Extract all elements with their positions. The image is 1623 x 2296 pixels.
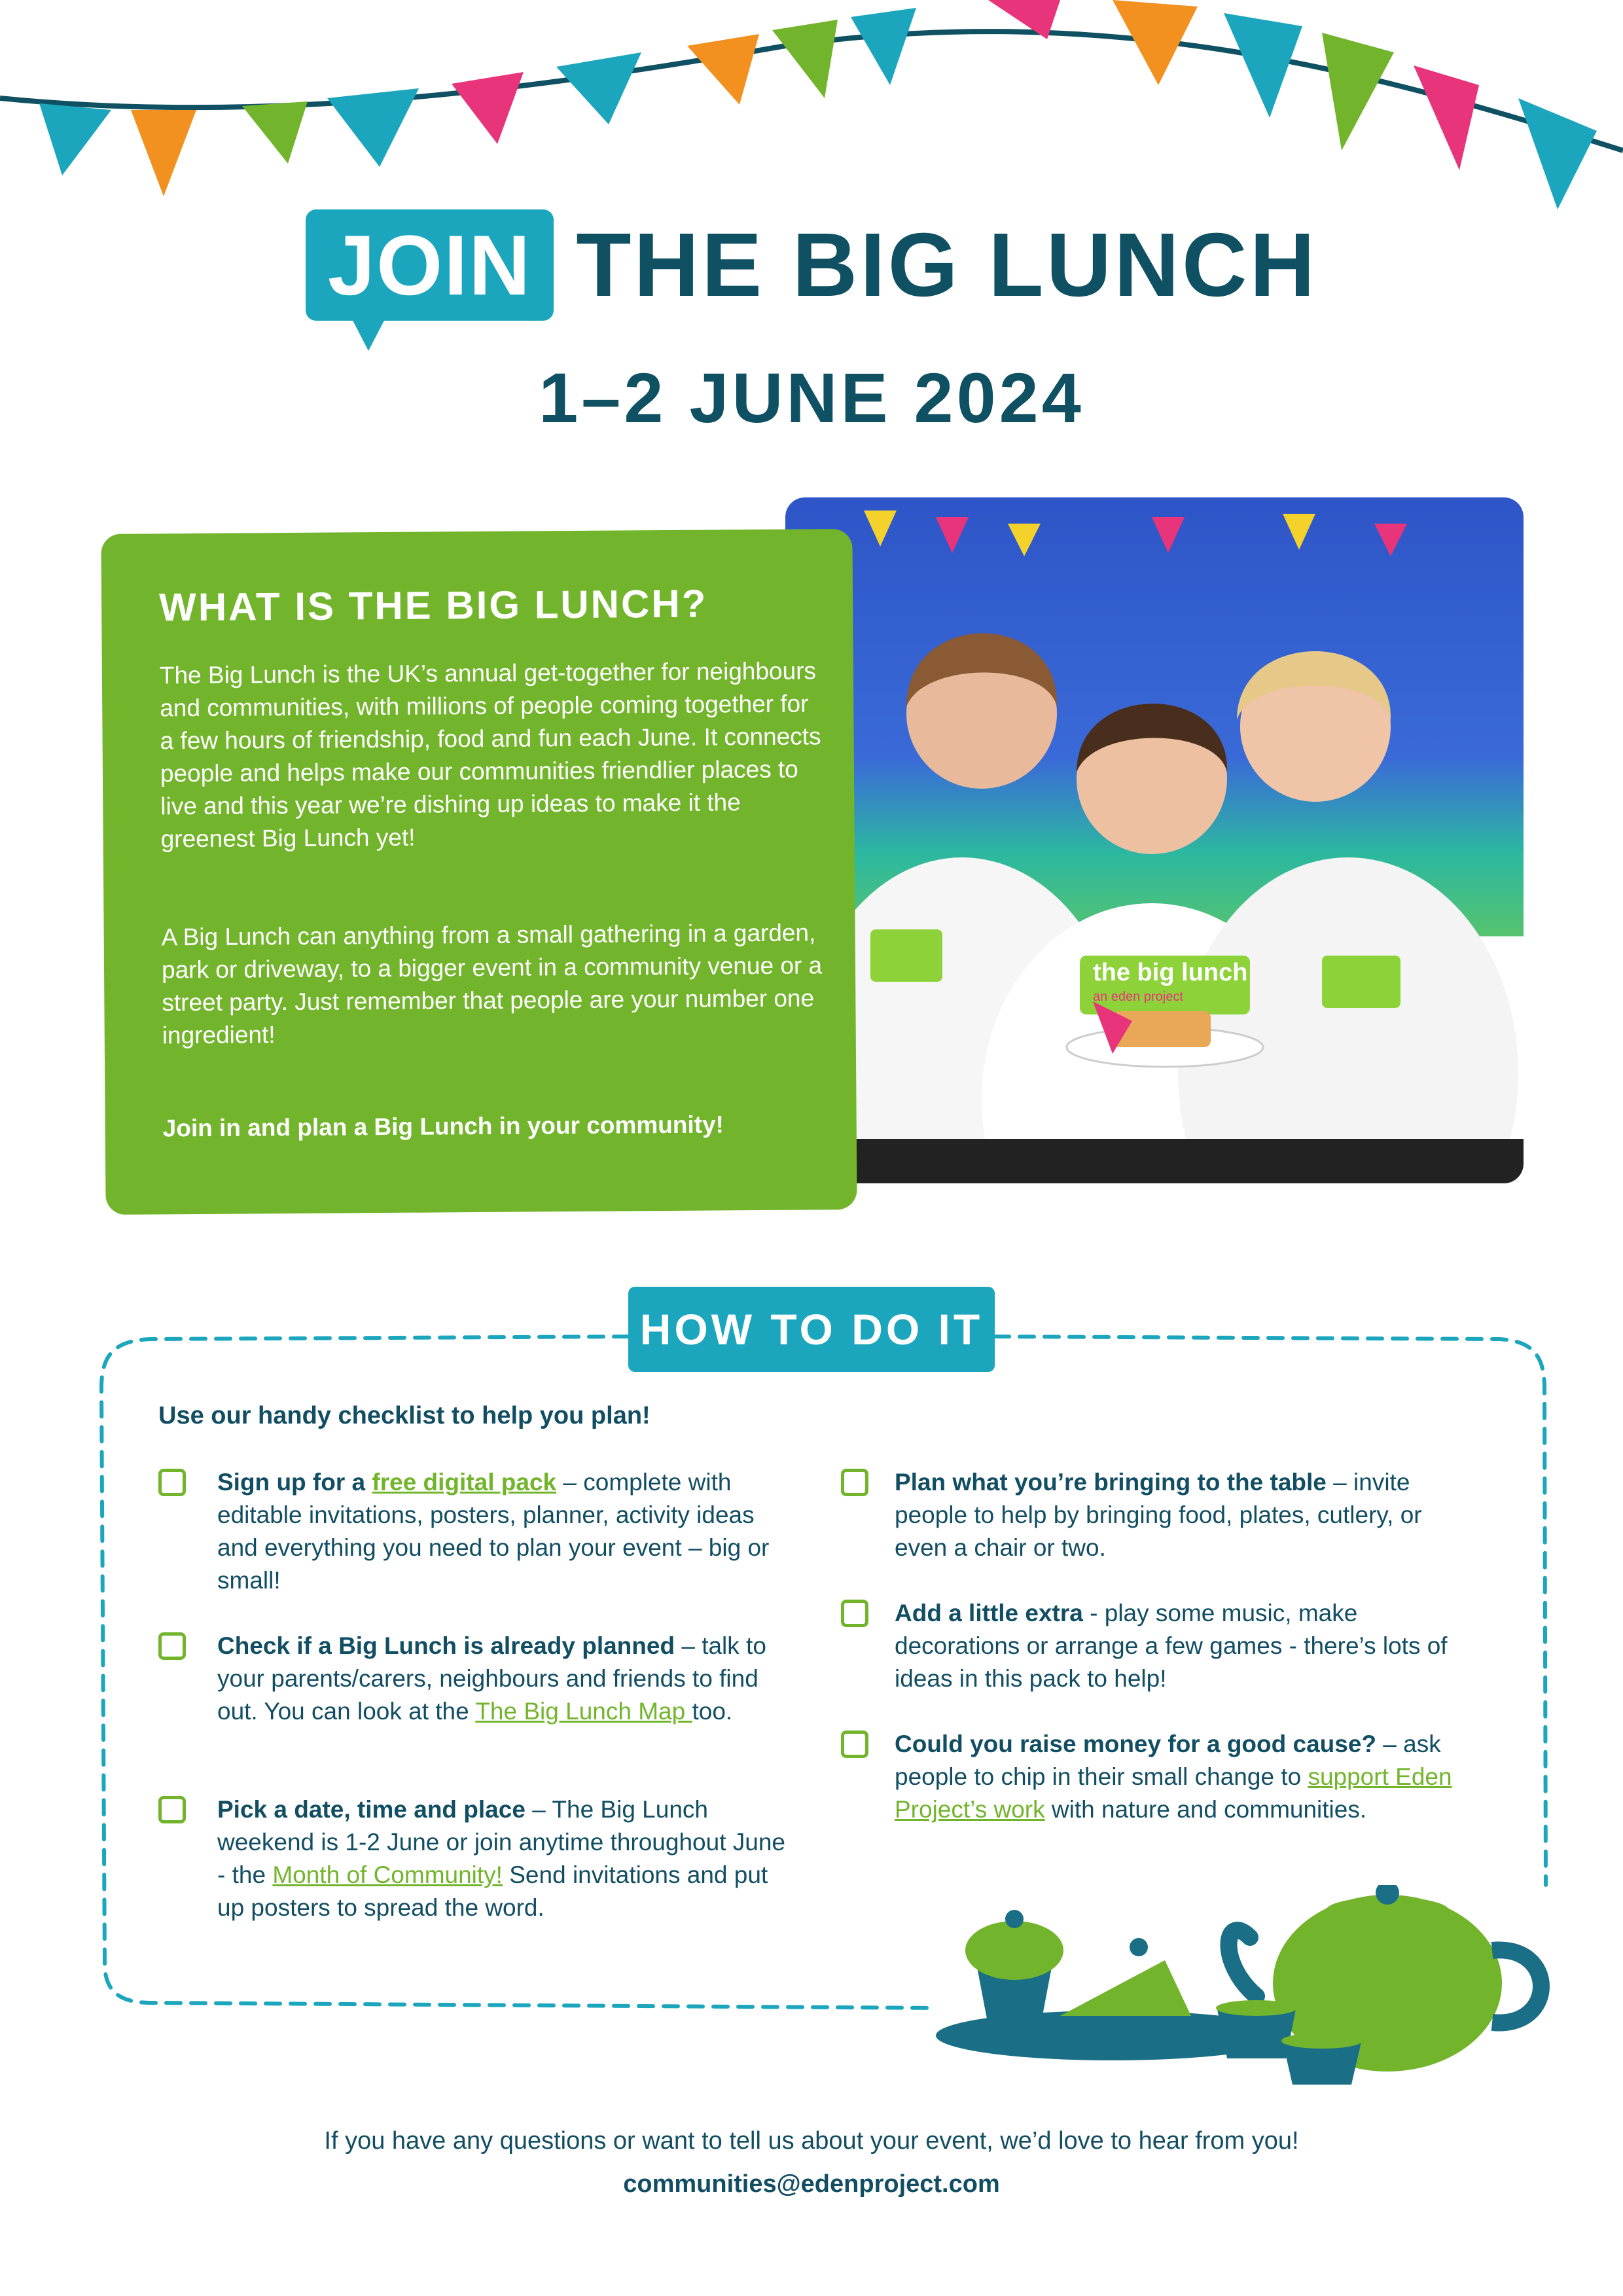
checklist-item-text: [217, 1466, 787, 1597]
item-pre: – ask people to chip in their small change to: [895, 1731, 1441, 1790]
tea-party-illustration: [929, 1885, 1558, 2088]
item-rest: - play some music, make decorations or arrange a few games - there’s lots of ideas in this pack to help!: [895, 1600, 1448, 1692]
bunting-flag: [452, 72, 524, 144]
what-is-heading: WHAT IS THE BIG LUNCH?: [158, 581, 708, 630]
bunting-flag: [1518, 98, 1597, 209]
bunting-decoration: [0, 0, 1623, 223]
checkbox[interactable]: [158, 1796, 186, 1823]
photo-illustration: [785, 497, 1524, 1183]
photo-tshirt-sub: an eden project: [1093, 990, 1183, 1004]
title-text: THE BIG LUNCH: [576, 214, 1318, 315]
checkbox[interactable]: [158, 1632, 186, 1660]
what-is-cta: Join in and plan a Big Lunch in your community!: [162, 1111, 724, 1142]
bunting-flag: [1224, 13, 1302, 118]
cup-icon: [1217, 2009, 1296, 2058]
item-rest: – complete with editable invitations, posters, planner, activity ideas and everything you need to plan your event – big or small!: [217, 1469, 770, 1594]
bunting-flag: [772, 20, 838, 98]
bunting-flag: [1414, 65, 1479, 170]
item-bold: Sign up for a: [217, 1469, 372, 1496]
what-is-box: [101, 529, 857, 1215]
month-of-community-link[interactable]: Month of Community!: [272, 1861, 503, 1888]
what-is-paragraph-1: The Big Lunch is the UK’s annual get-together for neighbours and communities, with millions of people coming together for a few hours of friendship, food and fun each June. It connects people and helps make our communities friendlier places to live and this year we’re dishing up ideas to make it the greenest Big Lunch yet!: [159, 657, 821, 853]
checklist-item-text: [895, 1466, 1464, 1564]
join-badge: JOIN: [306, 209, 554, 321]
howto-intro: Use our handy checklist to help you plan!: [158, 1402, 651, 1429]
item-bold: Check if a Big Lunch is already planned: [217, 1632, 675, 1659]
checkbox[interactable]: [841, 1600, 868, 1627]
checklist-item-text: [217, 1793, 787, 1924]
bunting-flag: [39, 103, 111, 175]
item-rest: – invite people to help by bringing food, plates, cutlery, or even a chair or two.: [895, 1469, 1422, 1561]
item-rest: with nature and communities.: [1044, 1796, 1367, 1823]
item-pre: – talk to your parents/carers, neighbours and friends to find out. You can look at the: [217, 1632, 766, 1725]
bunting-flag: [851, 8, 916, 85]
bunting-flag: [1322, 33, 1394, 151]
howto-heading: HOW TO DO IT: [628, 1287, 995, 1372]
contact-email[interactable]: communities@edenproject.com: [623, 2170, 1000, 2198]
bunting-flag: [131, 110, 196, 196]
item-bold: Add a little extra: [895, 1600, 1083, 1626]
free-digital-pack-link[interactable]: free digital pack: [372, 1469, 557, 1496]
children-photo: [785, 497, 1524, 1183]
checkbox[interactable]: [158, 1469, 186, 1496]
item-bold: Could you raise money for a good cause?: [895, 1731, 1377, 1757]
bunting-flag: [687, 34, 759, 105]
item-bold: Plan what you’re bringing to the table: [895, 1469, 1327, 1496]
checklist-item-text: [895, 1597, 1464, 1695]
bunting-flag: [556, 52, 641, 124]
support-eden-link[interactable]: support Eden Project’s work: [895, 1763, 1452, 1823]
bunting-flag: [327, 88, 419, 167]
photo-tshirt-logo: the big lunch: [1093, 959, 1248, 986]
item-rest: Send invitations and put up posters to spread the word.: [217, 1861, 768, 1921]
page-title: [0, 209, 1623, 321]
big-lunch-map-link[interactable]: The Big Lunch Map: [475, 1698, 692, 1725]
cake-slice-icon: [1060, 1960, 1191, 2016]
checklist-item-text: [895, 1728, 1464, 1826]
teapot-spout: [1229, 1930, 1257, 1996]
item-pre: – The Big Lunch weekend is 1-2 June or join anytime throughout June - the: [217, 1796, 785, 1888]
checkbox[interactable]: [841, 1469, 868, 1496]
what-is-paragraph-2: A Big Lunch can anything from a small gathering in a garden, park or driveway, to a bigger event in a community venue or a street party. Just remember that people are your number one ingredient!: [161, 919, 823, 1049]
bunting-flag: [242, 101, 308, 164]
footer-question: If you have any questions or want to tell us about your event, we’d love to hear from you!: [324, 2127, 1299, 2155]
checklist-item-text: [217, 1630, 787, 1728]
item-bold: Pick a date, time and place: [217, 1796, 526, 1823]
item-rest: too.: [692, 1698, 733, 1725]
checkbox[interactable]: [841, 1731, 868, 1758]
event-date: 1–2 JUNE 2024: [539, 358, 1084, 437]
